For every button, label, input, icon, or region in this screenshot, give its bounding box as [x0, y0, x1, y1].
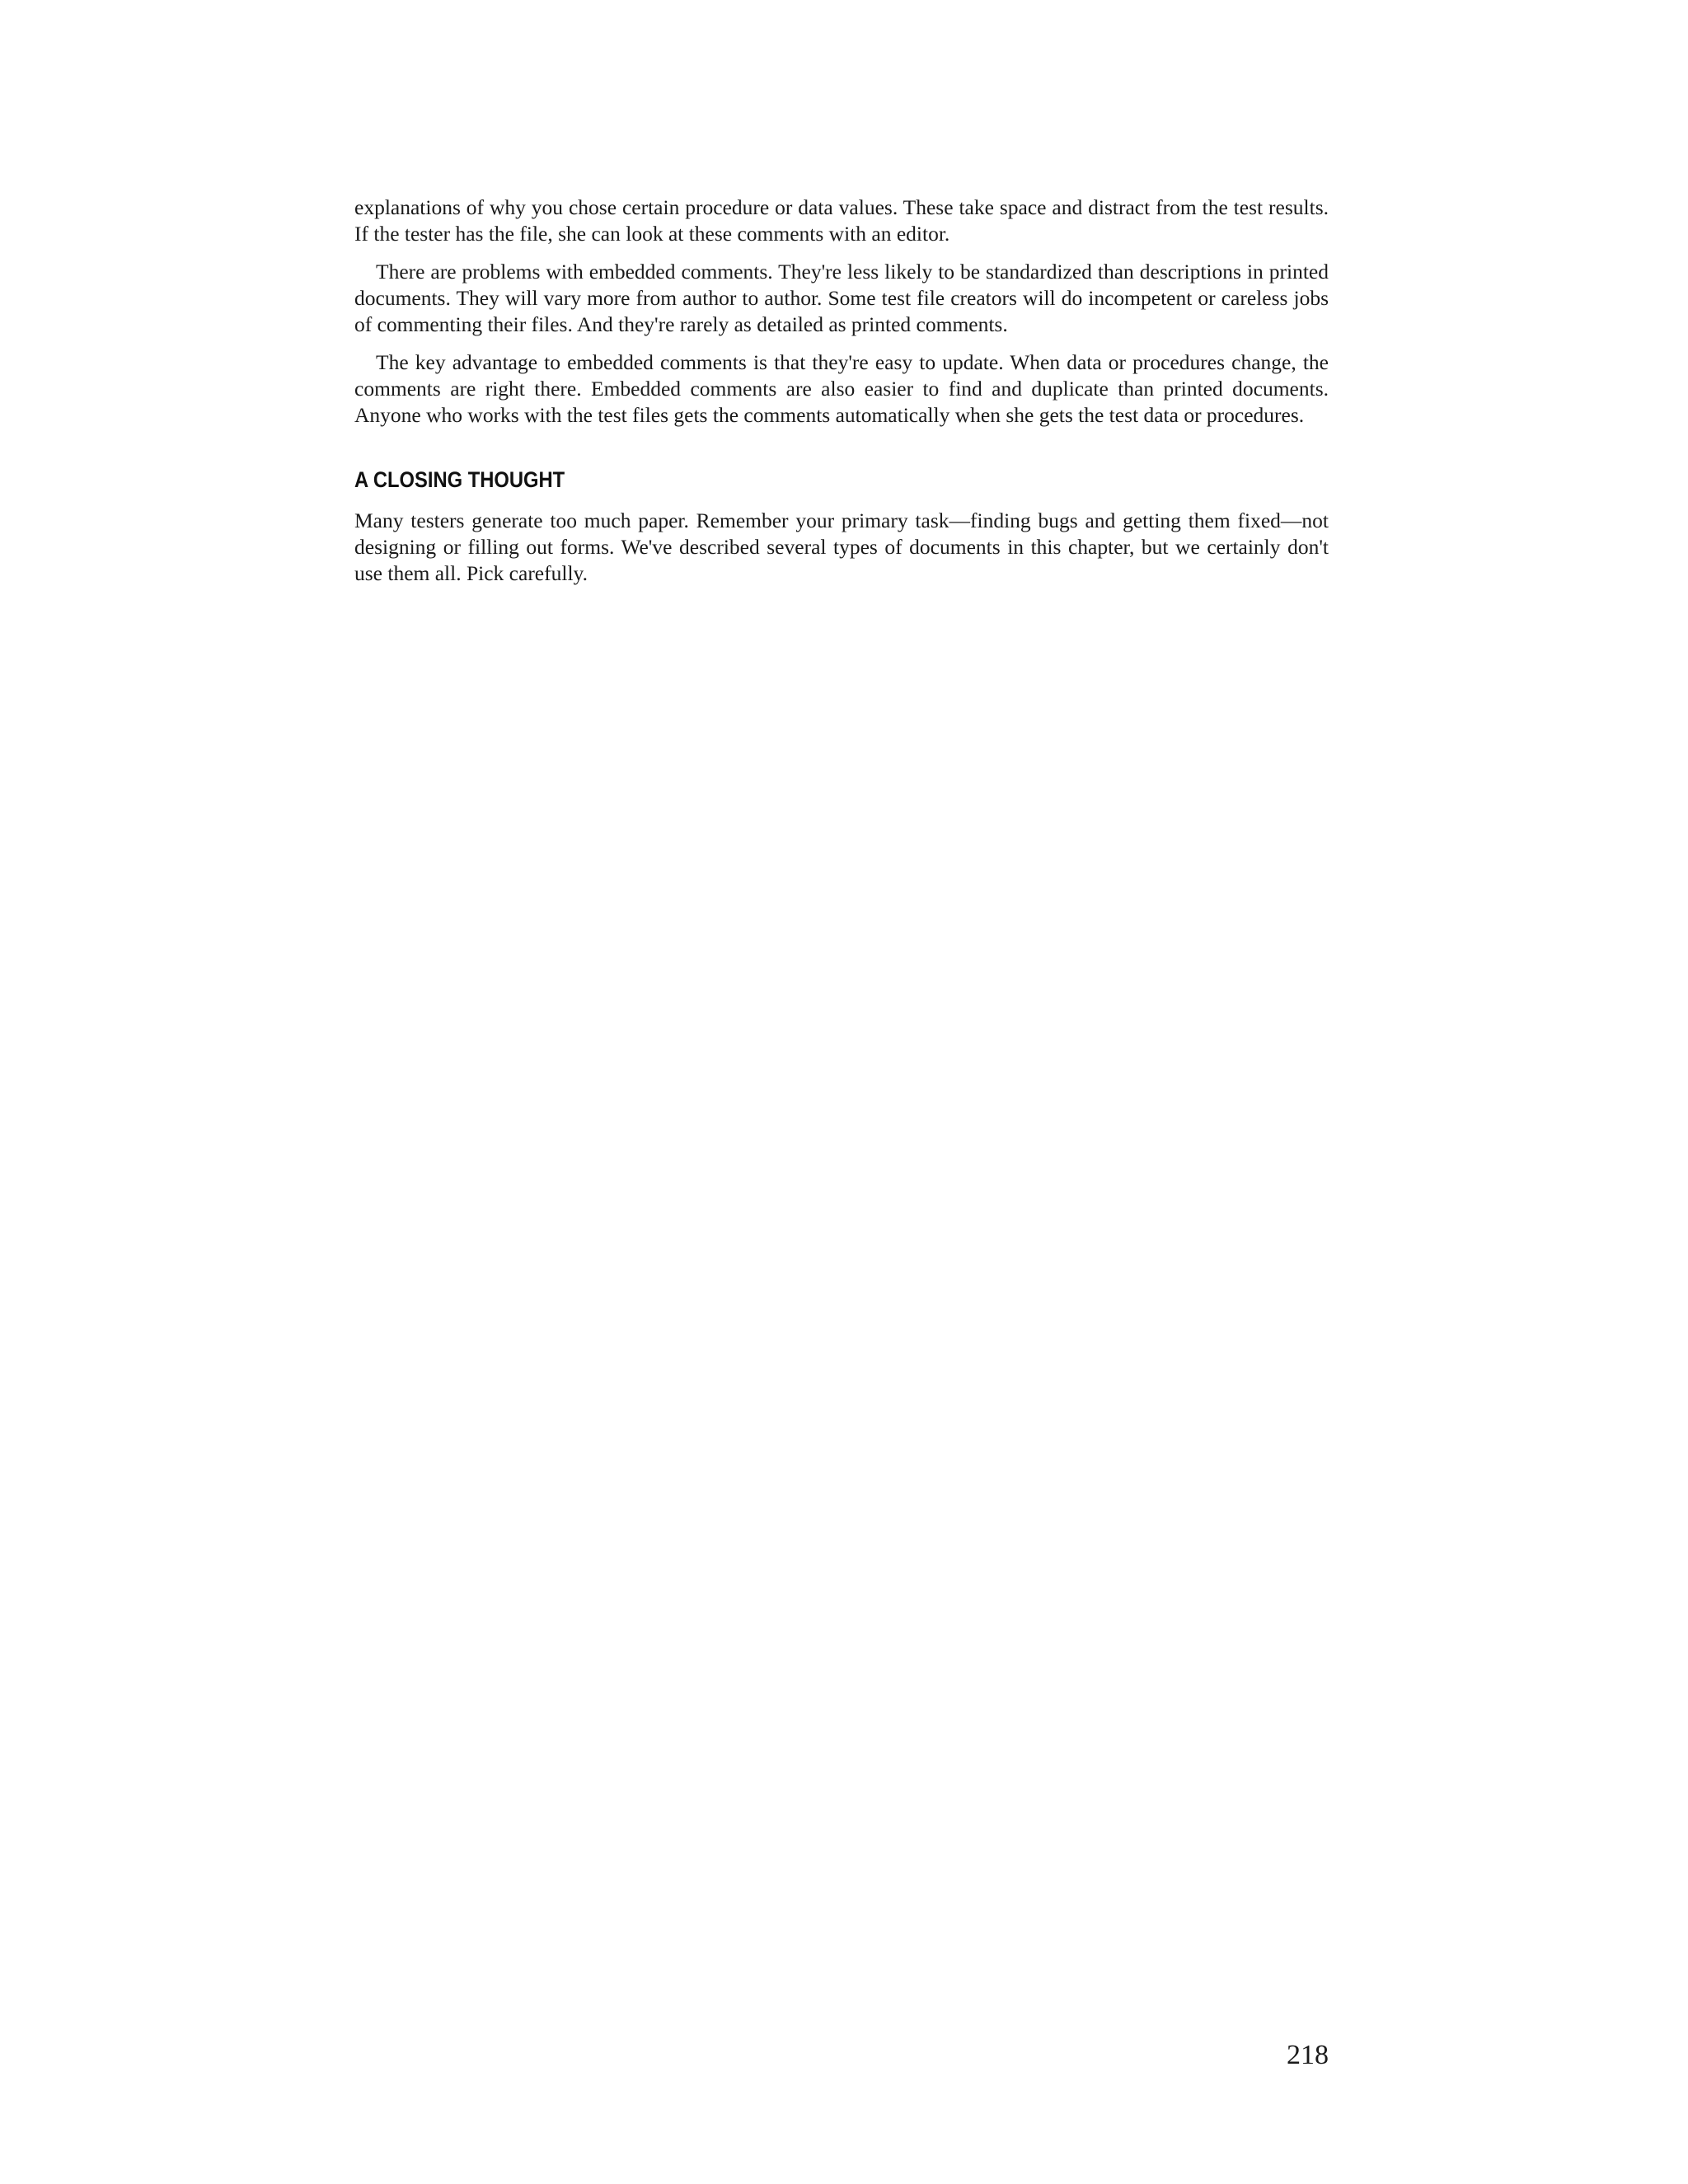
section-heading: A CLOSING THOUGHT [354, 467, 565, 492]
body-text [354, 194, 1329, 598]
paragraph-embedded-comment-problems: There are problems with embedded comments. They're less likely to be standardized than descriptions in printed documents. They will vary more from author to author. Some test file creators will do incompetent or careless jobs of commenting their files. And they're rarely as detailed as printed comments. [354, 260, 1329, 336]
page-number: 218 [1287, 2040, 1329, 2070]
paragraph-embedded-comment-advantage: The key advantage to embedded comments is that they're easy to update. When data or procedures change, the comments are right there. Embedded comments are also easier to find and duplicate than printed documents. Anyone who works with the test files gets the comments automatically when she gets the test data or procedures. [354, 350, 1329, 427]
paragraph-continuation: explanations of why you chose certain procedure or data values. These take space and distract from the test results. If the tester has the file, she can look at these comments with an editor. [354, 195, 1329, 246]
paragraph-closing-thought: Many testers generate too much paper. Remember your primary task—finding bugs and getting them fixed—not designing or filling out forms. We've described several types of documents in this chapter, but we certainly don't use them all. Pick carefully. [354, 509, 1329, 585]
